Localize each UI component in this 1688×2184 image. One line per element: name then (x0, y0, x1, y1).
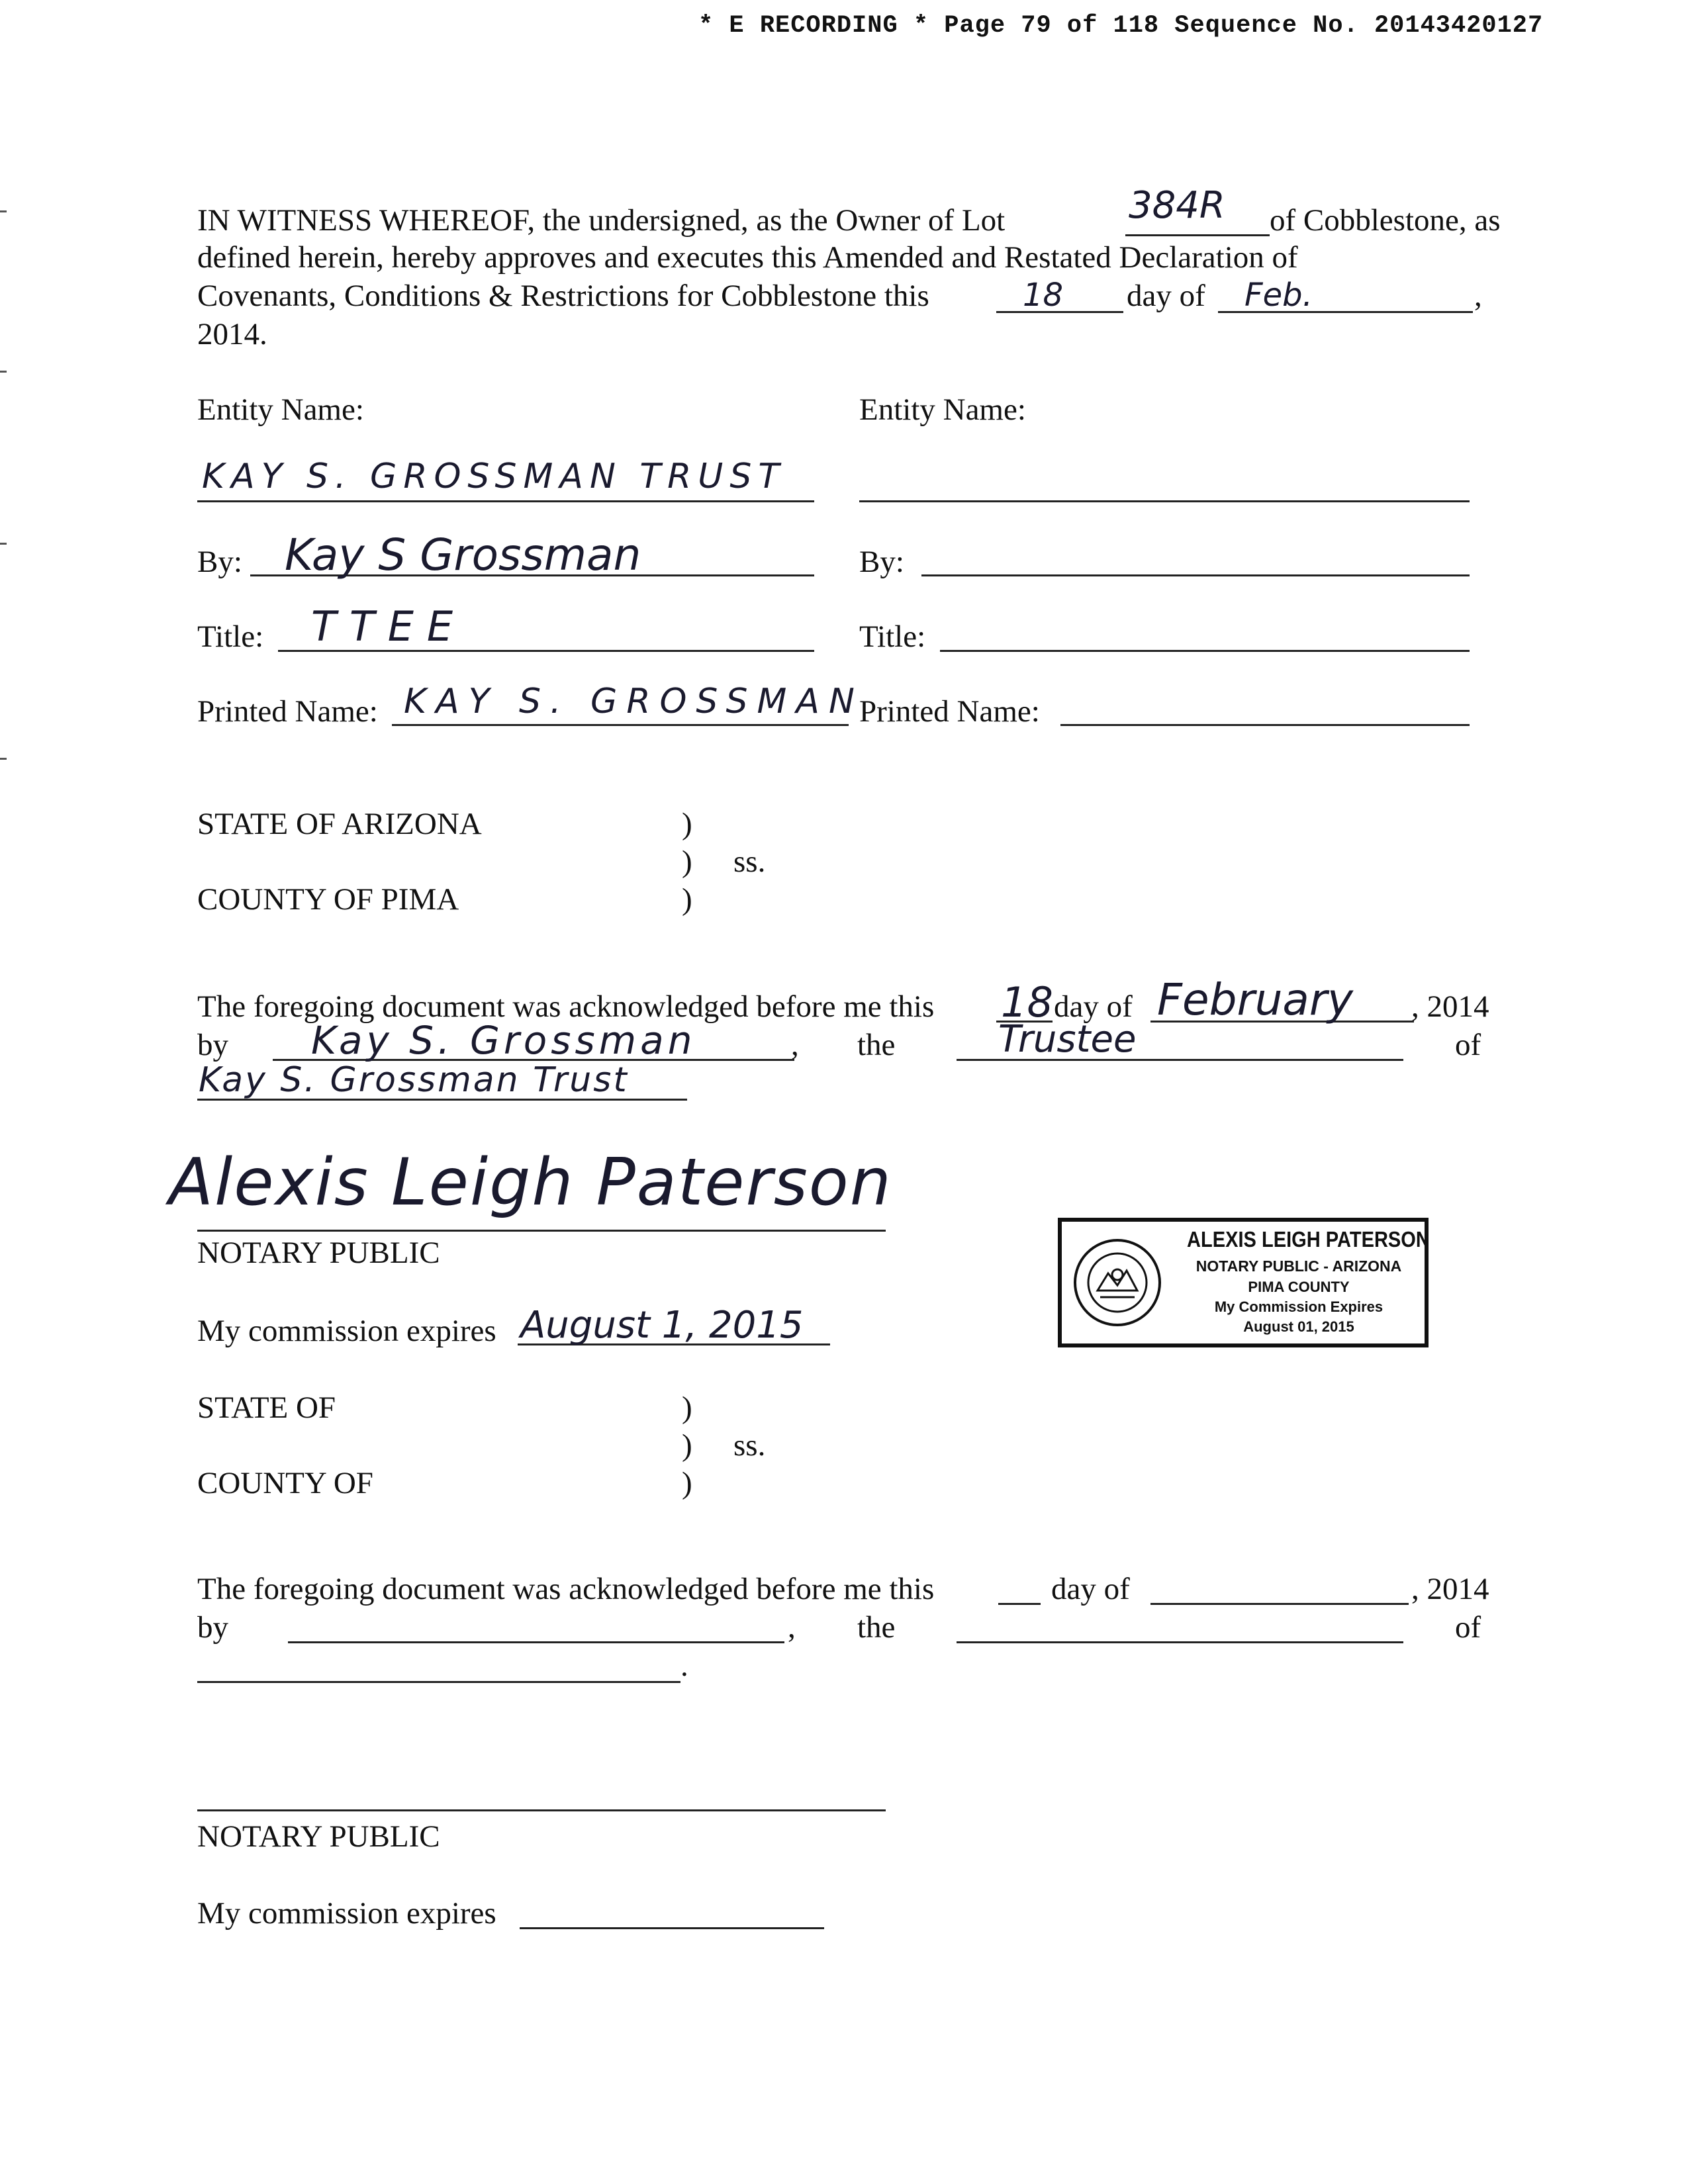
ack2-the: the (857, 1610, 896, 1645)
notary2-commission-line[interactable] (520, 1927, 824, 1929)
ack1-name-handwritten: Kay S. Grossman (311, 1018, 696, 1063)
printed-name-handwritten: KAY S. GROSSMAN (404, 682, 864, 721)
ack1-year: , 2014 (1411, 989, 1489, 1024)
witness-line-3b: day of (1127, 279, 1205, 313)
venue1-paren-1: ) (682, 807, 692, 841)
entity-name-line-right (859, 500, 1470, 502)
notary1-label: NOTARY PUBLIC (197, 1236, 440, 1270)
venue2-county: COUNTY OF (197, 1466, 373, 1500)
notary2-label: NOTARY PUBLIC (197, 1819, 440, 1854)
venue1-paren-2: ) (682, 844, 692, 879)
printed-name-line-left (392, 724, 849, 726)
notary1-signature-line (197, 1230, 886, 1232)
notary1-commission-handwritten: August 1, 2015 (520, 1304, 804, 1347)
ack1-text-a: The foregoing document was acknowledged before me this (197, 989, 935, 1024)
stamp-line-4: My Commission Expires (1214, 1298, 1383, 1315)
ack2-text-a: The foregoing document was acknowledged before me this (197, 1572, 935, 1606)
notary1-commission-label: My commission expires (197, 1314, 496, 1348)
stamp-line-2: NOTARY PUBLIC - ARIZONA (1196, 1257, 1402, 1275)
scan-edge-mark (0, 210, 7, 212)
witness-line-1a: IN WITNESS WHEREOF, the undersigned, as the Owner of Lot (197, 203, 1006, 238)
ack2-period: . (680, 1649, 688, 1683)
venue2-state: STATE OF (197, 1390, 336, 1425)
notary2-commission-label: My commission expires (197, 1896, 496, 1931)
venue2-paren-3: ) (682, 1466, 692, 1500)
stamp-line-3: PIMA COUNTY (1248, 1279, 1350, 1295)
witness-line-2: defined herein, hereby approves and executes this Amended and Restated Declaration of (197, 240, 1298, 275)
ack2-by: by (197, 1610, 228, 1645)
venue1-paren-3: ) (682, 882, 692, 917)
witness-line-3c: , (1474, 279, 1482, 313)
ack1-text-b: day of (1054, 989, 1133, 1024)
entity-name-line-left (197, 500, 814, 502)
by-label-left: By: (197, 545, 242, 579)
by-line-right (921, 574, 1470, 576)
ack2-month-line[interactable] (1150, 1603, 1409, 1605)
by-signature: Kay S Grossman (285, 529, 641, 580)
entity-name-handwritten: KAY S. GROSSMAN TRUST (202, 457, 786, 496)
lot-number-handwritten: 384R (1129, 184, 1225, 227)
ack2-of: of (1455, 1610, 1481, 1645)
notary2-signature-line[interactable] (197, 1809, 886, 1811)
scan-edge-mark (0, 758, 7, 760)
notary1-signature: Alexis Leigh Paterson (169, 1145, 892, 1220)
scan-edge-mark (0, 543, 7, 545)
title-line-right (940, 650, 1470, 652)
ack1-by: by (197, 1028, 228, 1062)
venue2-ss: ss. (733, 1428, 766, 1463)
title-handwritten: TTEE (311, 602, 467, 651)
ack1-role-handwritten: Trustee (998, 1018, 1137, 1061)
stamp-name: ALEXIS LEIGH PATERSON (1187, 1227, 1430, 1251)
venue2-paren-2: ) (682, 1428, 692, 1463)
ack2-name-line[interactable] (288, 1641, 784, 1643)
ack1-the: the (857, 1028, 896, 1062)
title-label-right: Title: (859, 619, 926, 654)
ack1-month-handwritten: February (1157, 974, 1354, 1025)
ack2-year: , 2014 (1411, 1572, 1489, 1606)
ack2-entity-line[interactable] (197, 1681, 680, 1683)
scan-edge-mark (0, 371, 7, 373)
ack2-role-line[interactable] (957, 1641, 1403, 1643)
ack1-of: of (1455, 1028, 1481, 1062)
month-handwritten: Feb. (1244, 277, 1313, 314)
witness-line-3a: Covenants, Conditions & Restrictions for Cobblestone this (197, 279, 929, 313)
stamp-line-5: August 01, 2015 (1243, 1318, 1354, 1335)
recording-header: * E RECORDING * Page 79 of 118 Sequence No. 20143420127 (698, 12, 1544, 40)
ack2-day-line[interactable] (998, 1603, 1041, 1605)
venue1-ss: ss. (733, 844, 766, 879)
printed-name-label-right: Printed Name: (859, 694, 1040, 729)
ack1-comma: , (791, 1028, 799, 1062)
ack1-day-handwritten: 18 (1001, 978, 1053, 1026)
ack2-text-b: day of (1051, 1572, 1130, 1606)
ack2-comma: , (788, 1610, 796, 1645)
printed-name-line-right (1060, 724, 1470, 726)
printed-name-label-left: Printed Name: (197, 694, 378, 729)
venue1-state: STATE OF ARIZONA (197, 807, 482, 841)
lot-number-line (1125, 234, 1270, 236)
entity-name-label-left: Entity Name: (197, 392, 364, 427)
ack1-entity-handwritten: Kay S. Grossman Trust (199, 1060, 629, 1100)
entity-name-label-right: Entity Name: (859, 392, 1026, 427)
venue2-paren-1: ) (682, 1390, 692, 1425)
by-label-right: By: (859, 545, 904, 579)
title-label-left: Title: (197, 619, 264, 654)
day-handwritten: 18 (1023, 277, 1064, 314)
witness-line-4: 2014. (197, 317, 267, 351)
arizona-seal-icon (1071, 1236, 1164, 1329)
notary-stamp (1058, 1218, 1429, 1347)
venue1-county: COUNTY OF PIMA (197, 882, 459, 917)
witness-line-1b: of Cobblestone, as (1270, 203, 1501, 238)
